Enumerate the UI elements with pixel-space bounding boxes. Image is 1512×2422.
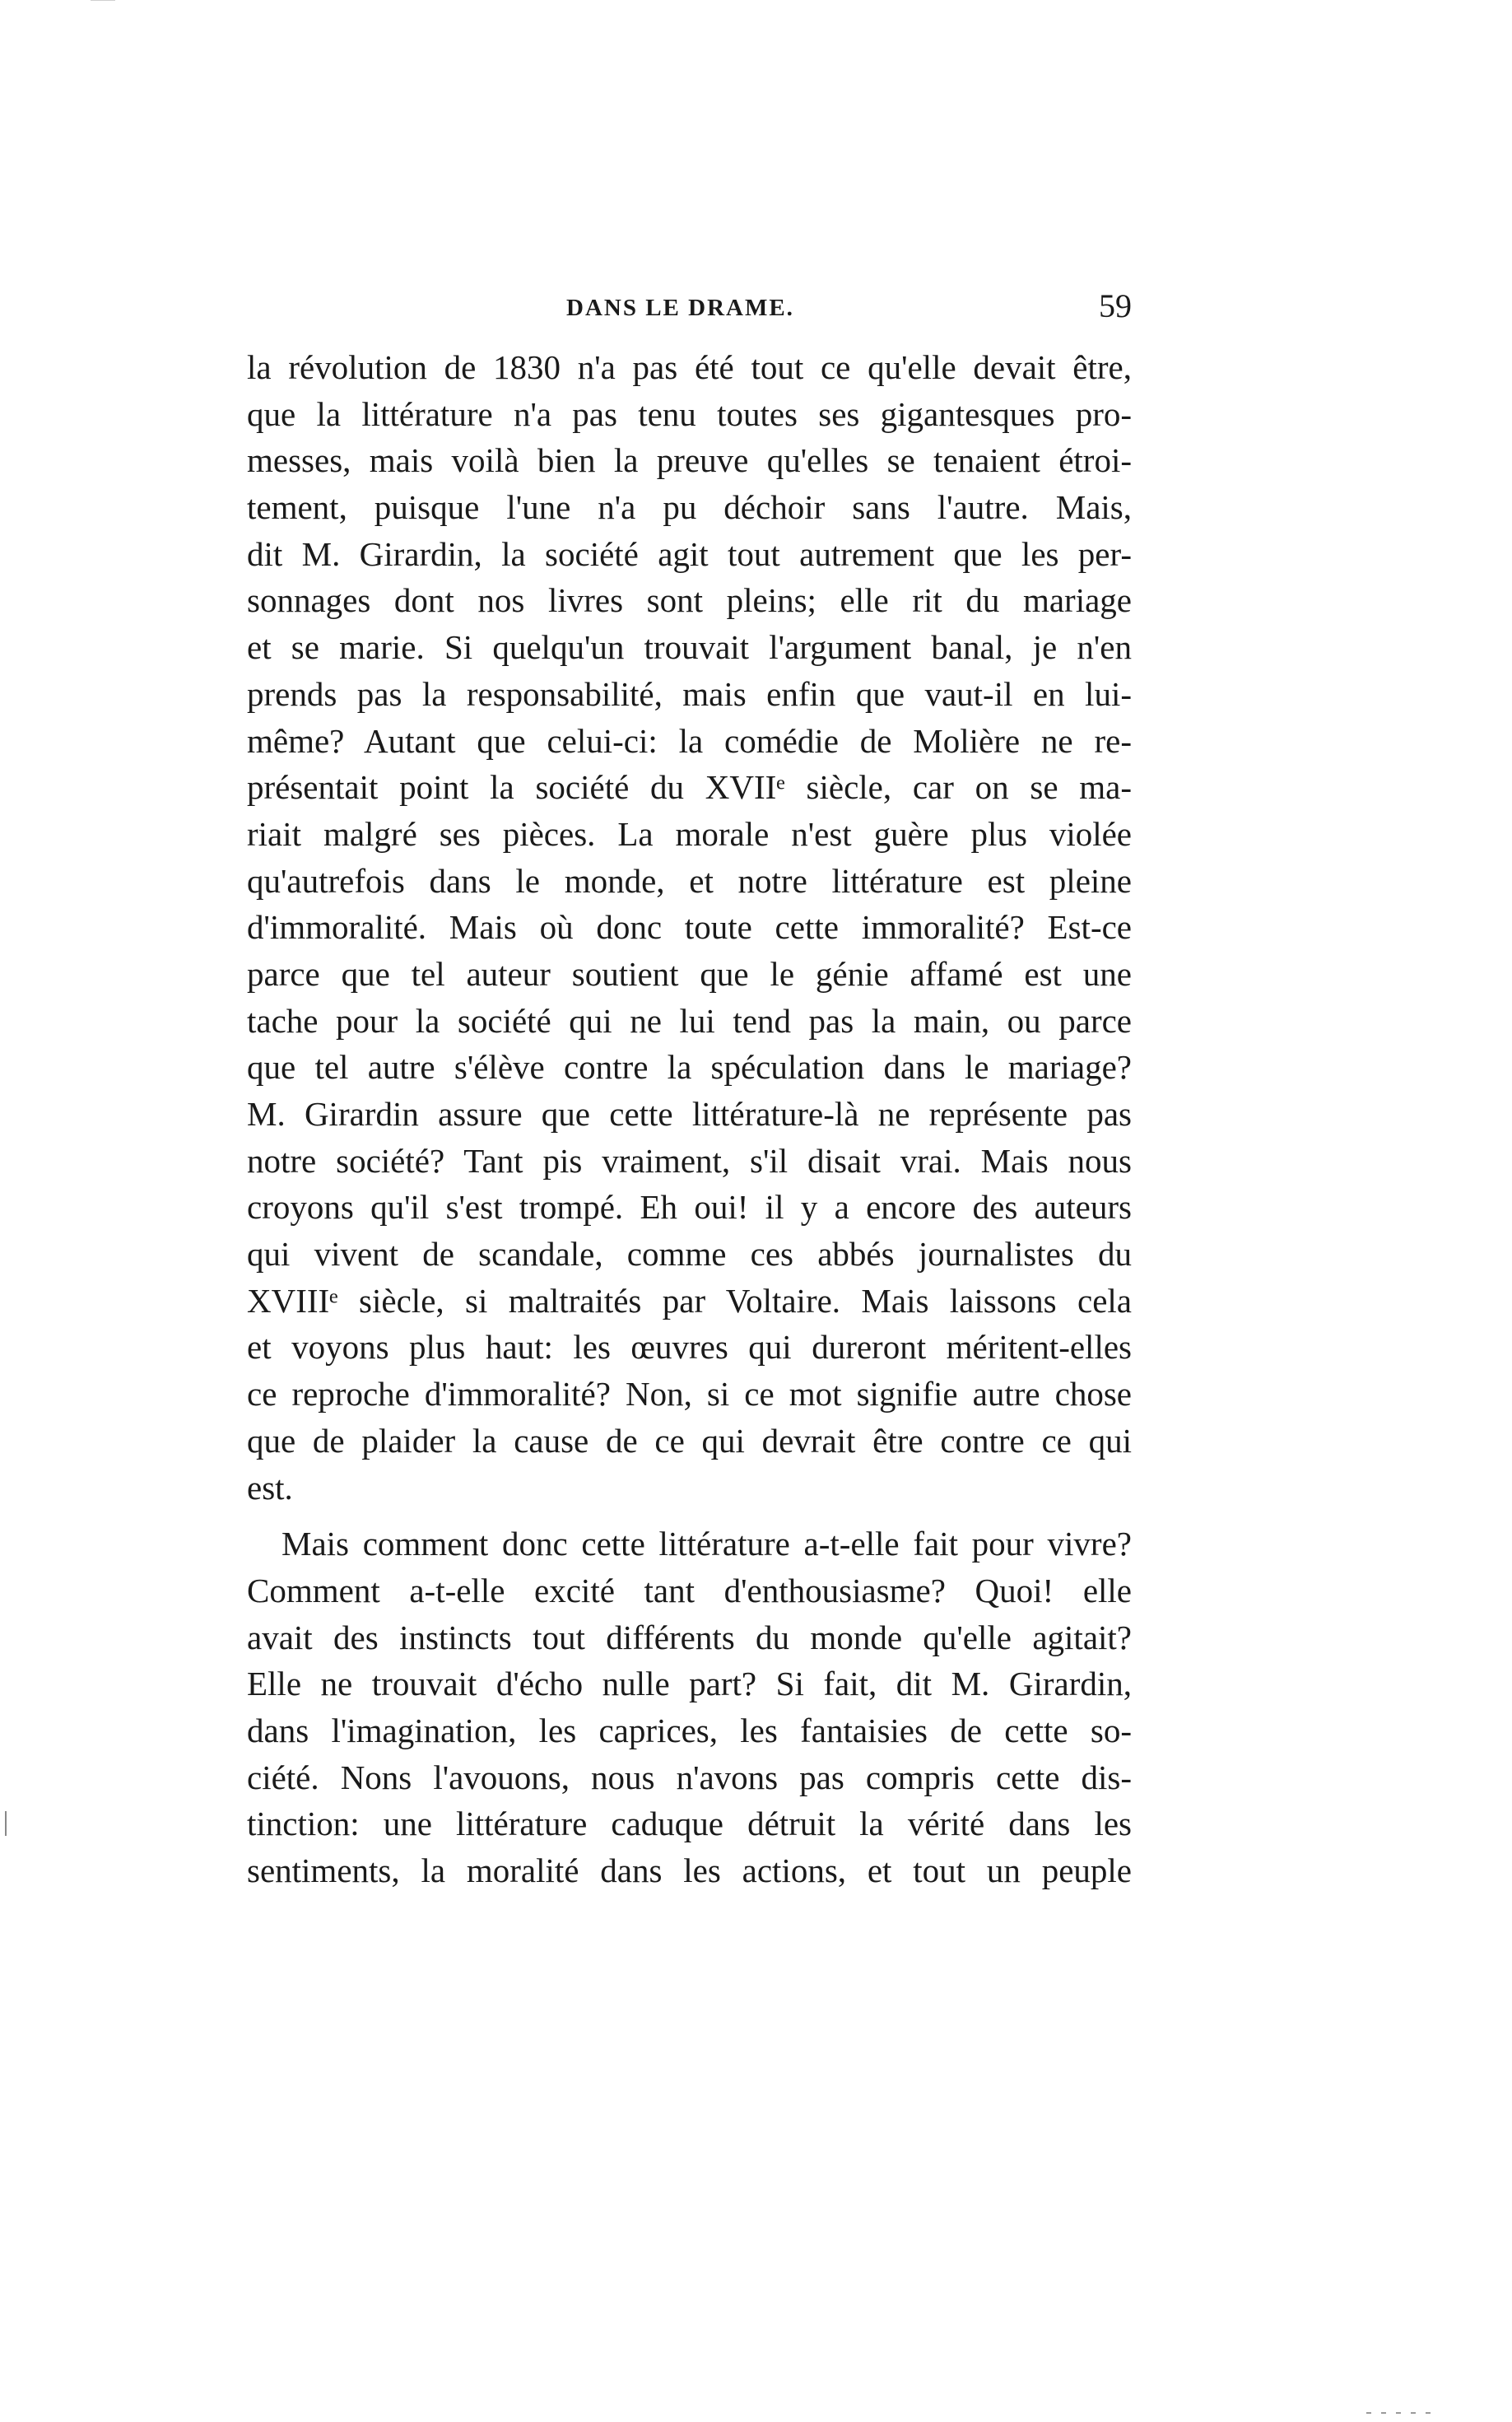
text-line: ciété. Nons l'avouons, nous n'avons pas compris cette dis- — [247, 1758, 1132, 1796]
scan-artifact — [5, 1811, 7, 1836]
scan-artifact — [1366, 2412, 1432, 2414]
text-line: Elle ne trouvait d'écho nulle part? Si fait, dit M. Girardin, — [247, 1665, 1132, 1703]
body-text — [247, 344, 1132, 1894]
text-line: même? Autant que celui-ci: la comédie de Molière ne re- — [247, 721, 1132, 760]
text-line: messes, mais voilà bien la preuve qu'elles se tenaient étroi- — [247, 441, 1132, 480]
text-line: et se marie. Si quelqu'un trouvait l'argument banal, je n'en — [247, 628, 1132, 667]
text-line: d'immoralité. Mais où donc toute cette immoralité? Est-ce — [247, 908, 1132, 947]
text-line: qu'autrefois dans le monde, et notre littérature est pleine — [247, 861, 1132, 900]
text-line: tement, puisque l'une n'a pu déchoir sans l'autre. Mais, — [247, 488, 1132, 527]
text-line: prends pas la responsabilité, mais enfin que vaut-il en lui- — [247, 674, 1132, 713]
paragraph-2 — [247, 1521, 1132, 1894]
text-line: M. Girardin assure que cette littérature-là ne représente pas — [247, 1095, 1132, 1133]
text-line: que la littérature n'a pas tenu toutes ses gigantesques pro- — [247, 394, 1132, 433]
text-line: dans l'imagination, les caprices, les fantaisies de cette so- — [247, 1711, 1132, 1749]
text-line: la révolution de 1830 n'a pas été tout ce qu'elle devait être, — [247, 348, 1132, 386]
text-line: tinction: une littérature caduque détruit la vérité dans les — [247, 1805, 1132, 1843]
paragraph-gap — [247, 1511, 1132, 1521]
text-line: ce reproche d'immoralité? Non, si ce mot signifie autre chose — [247, 1375, 1132, 1414]
text-line: présentait point la société du XVIIᵉ siècle, car on se ma- — [247, 768, 1132, 807]
text-line: XVIIIᵉ siècle, si maltraités par Voltaire. Mais laissons cela — [247, 1281, 1132, 1320]
page-number: 59 — [1099, 287, 1132, 324]
text-line: Comment a-t-elle excité tant d'enthousiasme? Quoi! elle — [247, 1571, 1132, 1609]
text-line: croyons qu'il s'est trompé. Eh oui! il y a encore des auteurs — [247, 1188, 1132, 1227]
text-line: notre société? Tant pis vraiment, s'il disait vrai. Mais nous — [247, 1141, 1132, 1180]
text-line: que tel autre s'élève contre la spéculation dans le mariage? — [247, 1048, 1132, 1087]
text-line: sonnages dont nos livres sont pleins; elle rit du mariage — [247, 581, 1132, 620]
text-line: riait malgré ses pièces. La morale n'est guère plus violée — [247, 814, 1132, 853]
text-line: et voyons plus haut: les œuvres qui dureront méritent-elles — [247, 1328, 1132, 1367]
text-line: est. — [247, 1468, 293, 1507]
text-line: dit M. Girardin, la société agit tout autrement que les per- — [247, 534, 1132, 573]
text-line: tache pour la société qui ne lui tend pas la main, ou parce — [247, 1001, 1132, 1040]
text-line: sentiments, la moralité dans les actions, et tout un peuple — [247, 1851, 1132, 1889]
text-line: qui vivent de scandale, comme ces abbés journalistes du — [247, 1235, 1132, 1274]
text-line: Mais comment donc cette littérature a-t-elle fait pour vivre? — [281, 1525, 1132, 1563]
scan-artifact — [91, 0, 115, 1]
running-head — [247, 286, 1132, 336]
text-line: que de plaider la cause de ce qui devrait être contre ce qui — [247, 1421, 1132, 1460]
paragraph-1 — [247, 344, 1132, 1511]
text-line: avait des instincts tout différents du monde qu'elle agitait? — [247, 1618, 1132, 1656]
running-title: DANS LE DRAME. — [566, 295, 794, 321]
text-line: parce que tel auteur soutient que le génie affamé est une — [247, 954, 1132, 993]
